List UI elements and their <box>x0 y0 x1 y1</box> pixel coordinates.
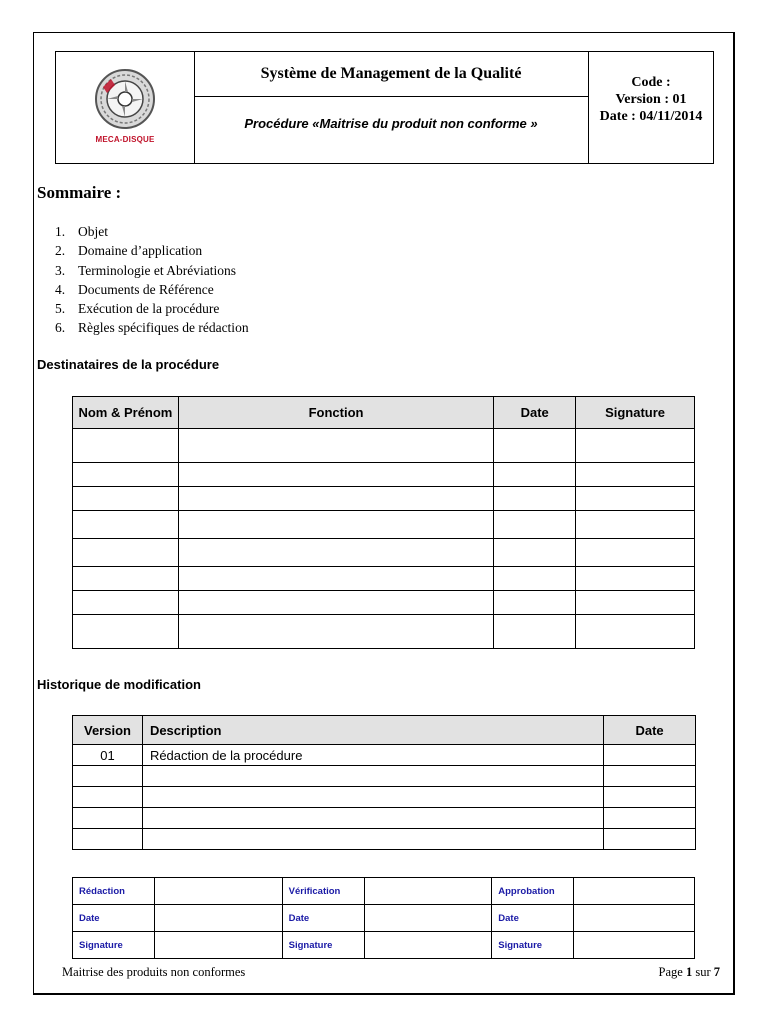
table-row <box>73 745 696 766</box>
recipients-title: Destinataires de la procédure <box>37 357 220 372</box>
procedure-title: Procédure «Maitrise du produit non conforme » <box>244 116 538 131</box>
date-label: Date <box>282 905 364 932</box>
col-history-date: Date <box>604 716 696 745</box>
date-cell <box>604 745 696 766</box>
table-row <box>73 539 695 567</box>
table-row <box>73 429 695 463</box>
col-fonction: Fonction <box>178 397 493 429</box>
description-cell: Rédaction de la procédure <box>142 745 603 766</box>
logo-text: MECA-DISQUE <box>95 135 155 144</box>
table-cell[interactable] <box>178 567 493 591</box>
approval-table <box>72 877 695 959</box>
table-row <box>73 463 695 487</box>
table-cell[interactable] <box>576 463 695 487</box>
signature-value[interactable] <box>574 932 695 959</box>
date-value[interactable] <box>154 905 282 932</box>
table-cell[interactable] <box>494 429 576 463</box>
table-cell[interactable] <box>73 487 179 511</box>
table-row <box>73 878 695 905</box>
table-cell[interactable] <box>142 829 603 850</box>
table-cell[interactable] <box>73 766 143 787</box>
date-label: Date <box>73 905 155 932</box>
table-row <box>73 511 695 539</box>
summary-item: 5. Exécution de la procédure <box>55 301 220 317</box>
table-cell[interactable] <box>576 511 695 539</box>
table-cell[interactable] <box>576 591 695 615</box>
table-cell[interactable] <box>494 487 576 511</box>
table-cell[interactable] <box>494 463 576 487</box>
table-row <box>73 567 695 591</box>
table-cell[interactable] <box>576 487 695 511</box>
history-table <box>72 715 696 850</box>
table-cell[interactable] <box>494 511 576 539</box>
table-cell[interactable] <box>73 615 179 649</box>
document-meta <box>589 52 713 163</box>
table-row <box>73 591 695 615</box>
table-cell[interactable] <box>73 591 179 615</box>
signature-value[interactable] <box>154 932 282 959</box>
table-cell[interactable] <box>142 787 603 808</box>
table-cell[interactable] <box>604 787 696 808</box>
table-cell[interactable] <box>576 539 695 567</box>
table-row <box>73 615 695 649</box>
redaction-label: Rédaction <box>73 878 155 905</box>
table-cell[interactable] <box>73 511 179 539</box>
table-row <box>73 766 696 787</box>
signature-label: Signature <box>282 932 364 959</box>
approbation-value[interactable] <box>574 878 695 905</box>
redaction-value[interactable] <box>154 878 282 905</box>
table-cell[interactable] <box>576 429 695 463</box>
code-label: Code : <box>631 75 671 90</box>
table-cell[interactable] <box>73 787 143 808</box>
table-cell[interactable] <box>73 429 179 463</box>
table-cell[interactable] <box>494 539 576 567</box>
signature-label: Signature <box>492 932 574 959</box>
date-value[interactable] <box>574 905 695 932</box>
col-version: Version <box>73 716 143 745</box>
table-row <box>73 829 696 850</box>
col-nom-prenom: Nom & Prénom <box>73 397 179 429</box>
brake-disc-logo-icon <box>93 67 157 131</box>
table-cell[interactable] <box>73 829 143 850</box>
table-cell[interactable] <box>178 511 493 539</box>
document-header <box>55 51 714 164</box>
logo-cell <box>56 52 195 163</box>
table-cell[interactable] <box>178 615 493 649</box>
verification-value[interactable] <box>364 878 492 905</box>
summary-item: 6. Règles spécifiques de rédaction <box>55 320 249 336</box>
summary-item: 3. Terminologie et Abréviations <box>55 262 237 278</box>
table-cell[interactable] <box>73 808 143 829</box>
page-number: Page 1 sur 7 <box>658 965 720 979</box>
verification-label: Vérification <box>282 878 364 905</box>
table-cell[interactable] <box>178 591 493 615</box>
summary-item: 1. Objet <box>55 224 108 239</box>
table-row <box>73 487 695 511</box>
table-cell[interactable] <box>576 567 695 591</box>
system-title: Système de Management de la Qualité <box>194 52 588 97</box>
table-row <box>73 932 695 959</box>
table-row <box>73 787 696 808</box>
version-label: Version : 01 <box>615 92 687 107</box>
date-label: Date : 04/11/2014 <box>599 109 703 124</box>
approbation-label: Approbation <box>492 878 574 905</box>
summary-title: Sommaire : <box>37 183 122 202</box>
recipients-table <box>72 396 695 649</box>
col-signature: Signature <box>576 397 695 429</box>
footer-title: Maitrise des produits non conformes <box>62 965 246 979</box>
table-cell[interactable] <box>576 615 695 649</box>
signature-value[interactable] <box>364 932 492 959</box>
col-date: Date <box>494 397 576 429</box>
table-cell[interactable] <box>142 808 603 829</box>
table-cell[interactable] <box>494 615 576 649</box>
table-cell[interactable] <box>178 539 493 567</box>
table-cell[interactable] <box>73 567 179 591</box>
table-row <box>73 808 696 829</box>
history-title: Historique de modification <box>37 677 201 692</box>
summary-item: 4. Documents de Référence <box>55 281 214 297</box>
table-cell[interactable] <box>604 766 696 787</box>
version-cell: 01 <box>73 745 143 766</box>
table-cell[interactable] <box>604 808 696 829</box>
table-cell[interactable] <box>142 766 603 787</box>
table-cell[interactable] <box>178 487 493 511</box>
date-value[interactable] <box>364 905 492 932</box>
table-cell[interactable] <box>178 429 493 463</box>
col-description: Description <box>142 716 603 745</box>
table-cell[interactable] <box>494 591 576 615</box>
signature-label: Signature <box>73 932 155 959</box>
summary-list <box>55 222 249 338</box>
table-cell[interactable] <box>604 829 696 850</box>
header-middle <box>194 52 589 163</box>
summary-item: 2. Domaine d’application <box>55 243 203 259</box>
table-cell[interactable] <box>73 539 179 567</box>
table-cell[interactable] <box>178 463 493 487</box>
table-row <box>73 905 695 932</box>
table-cell[interactable] <box>73 463 179 487</box>
date-label: Date <box>492 905 574 932</box>
table-cell[interactable] <box>494 567 576 591</box>
